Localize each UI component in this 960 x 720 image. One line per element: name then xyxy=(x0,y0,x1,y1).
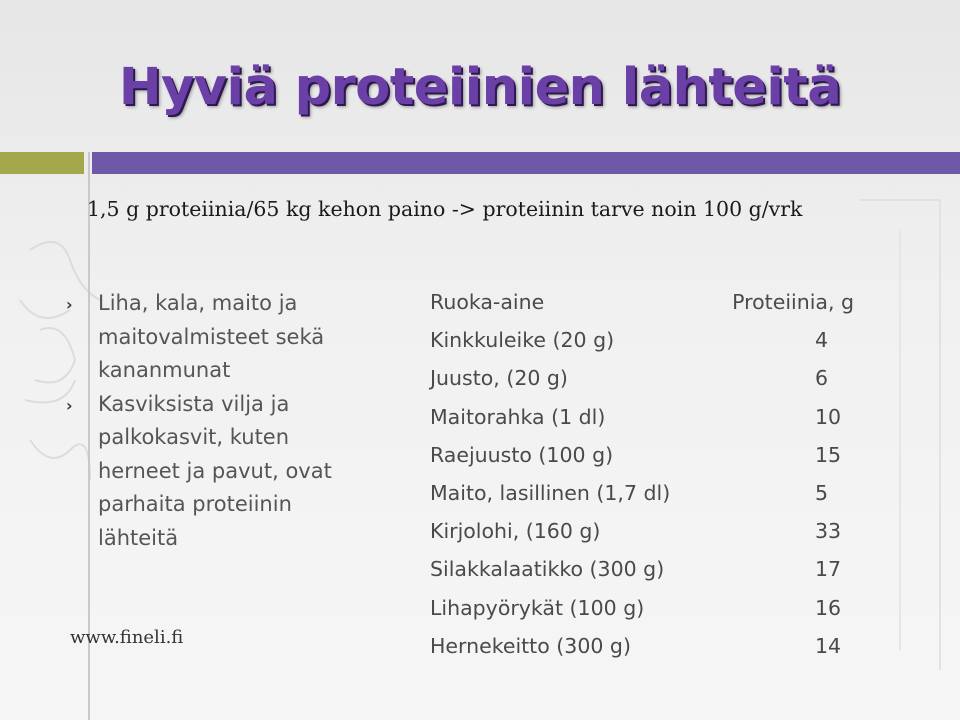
bullet-list xyxy=(66,287,366,555)
accent-band-purple xyxy=(92,152,960,174)
food-name: Kinkkuleike (20 g) xyxy=(430,328,615,353)
chevron-right-icon: › xyxy=(66,295,73,314)
bullet-text: Kasviksista vilja ja palkokasvit, kuten herneet ja pavut, ovat parhaita proteiinin lähteitä xyxy=(98,391,332,550)
protein-value: 17 xyxy=(815,557,842,582)
table-header xyxy=(430,283,860,321)
protein-value: 4 xyxy=(815,328,829,353)
protein-table xyxy=(430,283,860,665)
protein-value: 16 xyxy=(815,595,842,620)
protein-value: 5 xyxy=(815,480,829,505)
table-row xyxy=(430,512,860,550)
table-row xyxy=(430,550,860,588)
protein-value: 33 xyxy=(815,519,842,544)
chevron-right-icon: › xyxy=(66,395,73,415)
table-row xyxy=(430,436,860,474)
food-name: Hernekeitto (300 g) xyxy=(430,633,631,658)
food-name: Silakkalaatikko (300 g) xyxy=(430,557,665,582)
source-link[interactable]: www.fineli.fi xyxy=(70,627,184,648)
table-row xyxy=(430,627,860,665)
protein-value: 10 xyxy=(815,404,842,429)
protein-value: 15 xyxy=(815,442,842,467)
food-name: Raejuusto (100 g) xyxy=(430,442,614,467)
protein-value: 14 xyxy=(815,633,842,658)
bullet-item xyxy=(66,388,366,556)
header-protein: Proteiinia, g xyxy=(732,290,854,314)
food-name: Maito, lasillinen (1,7 dl) xyxy=(430,480,671,505)
food-name: Juusto, (20 g) xyxy=(430,366,568,391)
bullet-text: Liha, kala, maito ja maitovalmisteet sekä kananmunat xyxy=(98,291,325,382)
table-row xyxy=(430,589,860,627)
food-name: Kirjolohi, (160 g) xyxy=(430,519,601,544)
bullet-item xyxy=(66,287,366,388)
table-row xyxy=(430,359,860,397)
header-food: Ruoka-aine xyxy=(430,290,545,314)
accent-band-olive xyxy=(0,152,84,174)
slide-title: Hyviä proteiinien lähteitä xyxy=(118,58,842,117)
table-row xyxy=(430,398,860,436)
food-name: Lihapyörykät (100 g) xyxy=(430,595,645,620)
table-row xyxy=(430,474,860,512)
table-row xyxy=(430,321,860,359)
protein-value: 6 xyxy=(815,366,829,391)
intro-text: 1,5 g proteiinia/65 kg kehon paino -> proteiinin tarve noin 100 g/vrk xyxy=(87,197,803,221)
food-name: Maitorahka (1 dl) xyxy=(430,404,606,429)
